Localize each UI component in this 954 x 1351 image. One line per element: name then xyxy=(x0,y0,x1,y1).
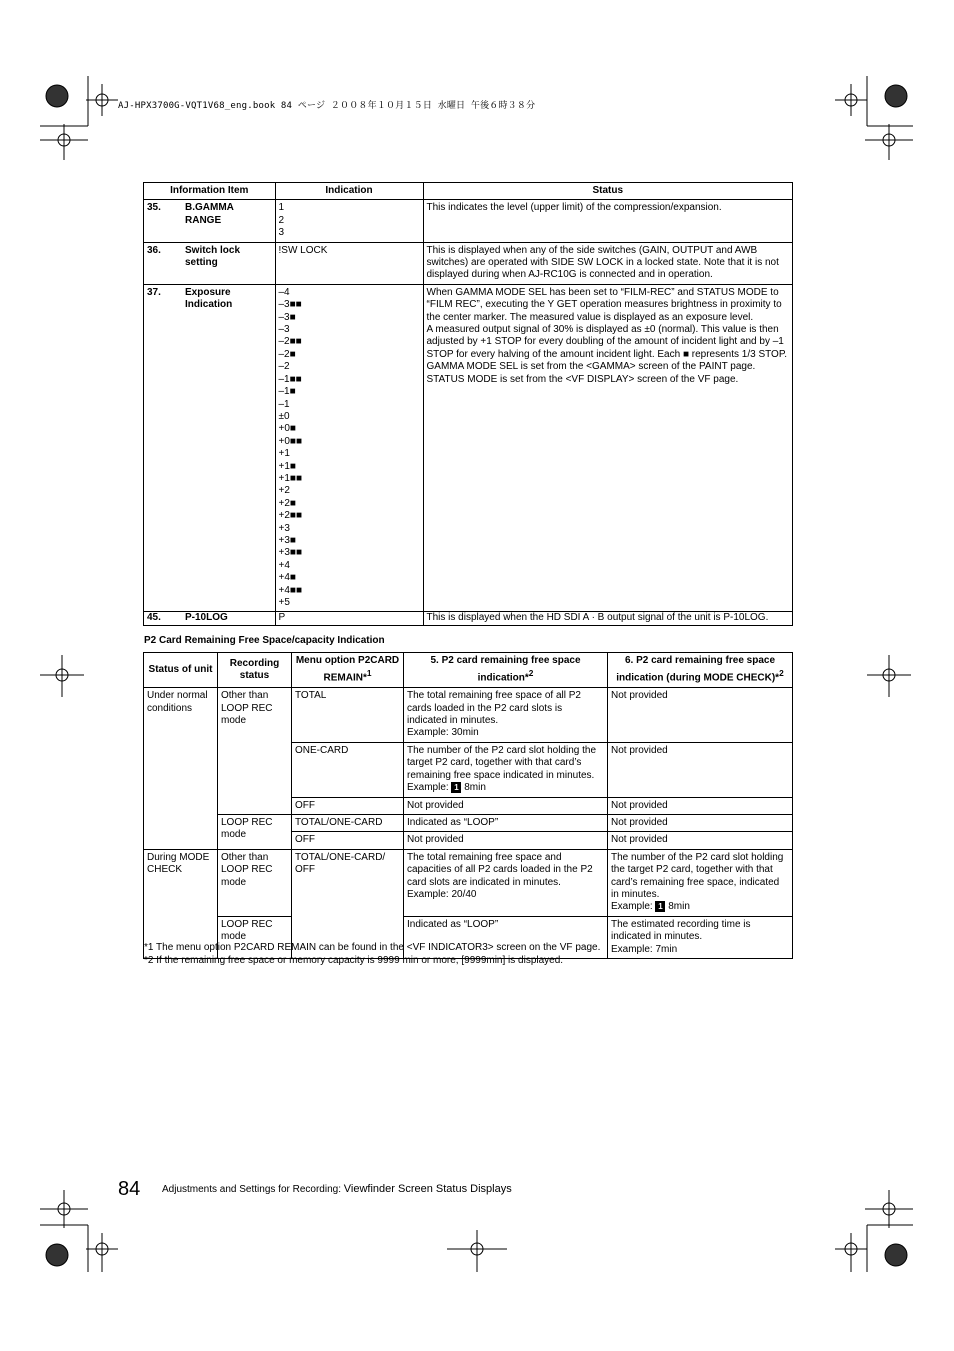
row-item: Switch lock setting xyxy=(182,242,275,284)
table-row xyxy=(144,814,793,831)
row-status: This is displayed when any of the side switches (GAIN, OUTPUT and AWB switches) are operated with SIDE SW LOCK in a locked state. Note that it is not displayed during when AJ-RC10G is connected and in operation. xyxy=(423,242,793,284)
example-label: Example: xyxy=(611,901,653,913)
cell-menu: TOTAL/ONE-CARD/ OFF xyxy=(292,849,404,958)
cell-col5 xyxy=(404,742,608,797)
page-number: 84 xyxy=(118,1178,141,1200)
footnote-1: *1 The menu option P2CARD REMAIN can be found in the <VF INDICATOR3> screen on the VF page. xyxy=(144,942,601,953)
table-row xyxy=(144,849,793,916)
cell-menu: ONE-CARD xyxy=(292,742,404,797)
slot-badge: 1 xyxy=(655,901,665,912)
cell-col5: The total remaining free space of all P2 cards loaded in the P2 card slots is indicated in minutes. Example: 30min xyxy=(404,688,608,743)
table-row xyxy=(144,688,793,743)
cell-recording: LOOP REC mode xyxy=(218,916,292,958)
one-card-desc: The number of the P2 card slot holding the target P2 card, together with that card’s remaining free space indicated in minutes. xyxy=(407,744,597,781)
cell-col5: Indicated as “LOOP” xyxy=(404,814,608,831)
header-col5-text: 5. P2 card remaining free space indication* xyxy=(430,655,581,684)
footnote-2: *2 If the remaining free space or memory capacity is 9999 min or more, [9999min] is displayed. xyxy=(144,955,564,966)
table-row xyxy=(144,612,793,625)
cell-col6: Not provided xyxy=(608,688,793,743)
row-indication: P xyxy=(275,612,423,625)
header-information-item: Information Item xyxy=(144,183,276,200)
cell-recording: Other than LOOP REC mode xyxy=(218,849,292,916)
footnote-ref: 2 xyxy=(528,668,534,679)
header-col5 xyxy=(404,653,608,688)
row-item: B.GAMMA RANGE xyxy=(182,200,275,242)
page-footer xyxy=(162,1183,512,1195)
footnote-ref: 1 xyxy=(366,668,372,679)
header-indication: Indication xyxy=(275,183,423,200)
example-label: Example: xyxy=(407,782,449,794)
header-status: Status xyxy=(423,183,793,200)
mc-col6-desc: The number of the P2 card slot holding the target P2 card, together with that card’s remaining free space, indicated in minutes. xyxy=(611,851,784,900)
cell-col5: Not provided xyxy=(404,832,608,849)
section-title: P2 Card Remaining Free Space/capacity Indication xyxy=(144,635,385,646)
p2-card-table xyxy=(143,652,793,959)
cell-col6: The estimated recording time is indicated in minutes. Example: 7min xyxy=(608,916,793,958)
cell-menu: OFF xyxy=(292,797,404,814)
row-number: 35. xyxy=(144,200,183,242)
cell-menu: OFF xyxy=(292,832,404,849)
cell-col5: Not provided xyxy=(404,797,608,814)
cell-col6: Not provided xyxy=(608,797,793,814)
information-table xyxy=(143,182,793,626)
row-number: 37. xyxy=(144,284,183,612)
row-item: Exposure Indication xyxy=(182,284,275,612)
row-item: P-10LOG xyxy=(182,612,275,625)
row-indication: !SW LOCK xyxy=(275,242,423,284)
cell-menu: TOTAL xyxy=(292,688,404,743)
cell-status: Under normal conditions xyxy=(144,688,218,850)
cell-recording: LOOP REC mode xyxy=(218,814,292,849)
header-col6-text: 6. P2 card remaining free space indication (during MODE CHECK)* xyxy=(616,655,780,684)
row-status: This is displayed when the HD SDI A · B output signal of the unit is P-10LOG. xyxy=(423,612,793,625)
footer-title: Viewfinder Screen Status Displays xyxy=(343,1183,512,1195)
row-status: When GAMMA MODE SEL has been set to “FILM-REC” and STATUS MODE to “FILM REC”, executing the Y GET operation measures brightness in proximity to the center marker. The measured value is displayed as an exposure level. A measured output signal of 30% is displayed as ±0 (normal). This value is then adjusted by +1 STOP for every doubling of the amount of incident light and by –1 STOP for every halving of the amount incident light. Each ■ represents 1/3 STOP. GAMMA MODE SEL is set from the <GAMMA> screen of the PAINT page. STATUS MODE is set from the <VF DISPLAY> screen of the VF page. xyxy=(423,284,793,612)
cell-recording: Other than LOOP REC mode xyxy=(218,688,292,815)
cell-status: During MODE CHECK xyxy=(144,849,218,958)
cell-menu: TOTAL/ONE-CARD xyxy=(292,814,404,831)
header-recording-status: Recording status xyxy=(218,653,292,688)
table-row xyxy=(144,200,793,242)
example-value: 8min xyxy=(464,782,486,794)
row-indication: 1 2 3 xyxy=(275,200,423,242)
row-number: 36. xyxy=(144,242,183,284)
example-value: 8min xyxy=(668,901,690,913)
row-indication: –4 –3■■ –3■ –3 –2■■ –2■ –2 –1■■ –1■ –1 ±0 +0■ +0■■ +1 +1■ +1■■ +2 +2■ +2■■ +3 +3■ +3■■ +4 +4■ +4■■ +5 xyxy=(275,284,423,612)
cell-col5: The total remaining free space and capacities of all P2 cards loaded in the P2 card slots are indicated in minutes. Example: 20/40 xyxy=(404,849,608,916)
table-header-row xyxy=(144,183,793,200)
cell-col6: Not provided xyxy=(608,832,793,849)
cell-col5: Indicated as “LOOP” xyxy=(404,916,608,958)
header-menu-option xyxy=(292,653,404,688)
table-row xyxy=(144,284,793,612)
table-header-row xyxy=(144,653,793,688)
row-status: This indicates the level (upper limit) of the compression/expansion. xyxy=(423,200,793,242)
header-status-of-unit: Status of unit xyxy=(144,653,218,688)
row-number: 45. xyxy=(144,612,183,625)
table-row xyxy=(144,242,793,284)
header-menu-option-text: Menu option P2CARD REMAIN* xyxy=(295,655,400,684)
cell-col6: Not provided xyxy=(608,742,793,797)
cell-col6 xyxy=(608,849,793,916)
print-header: AJ-HPX3700G-VQT1V68_eng.book 84 ページ ２００８年１０月１５日 水曜日 午後６時３８分 xyxy=(118,101,536,111)
footnote-ref: 2 xyxy=(779,668,784,679)
cell-col6: Not provided xyxy=(608,814,793,831)
slot-badge: 1 xyxy=(451,782,461,793)
header-col6 xyxy=(608,653,793,688)
footer-prefix: Adjustments and Settings for Recording: xyxy=(162,1184,344,1195)
